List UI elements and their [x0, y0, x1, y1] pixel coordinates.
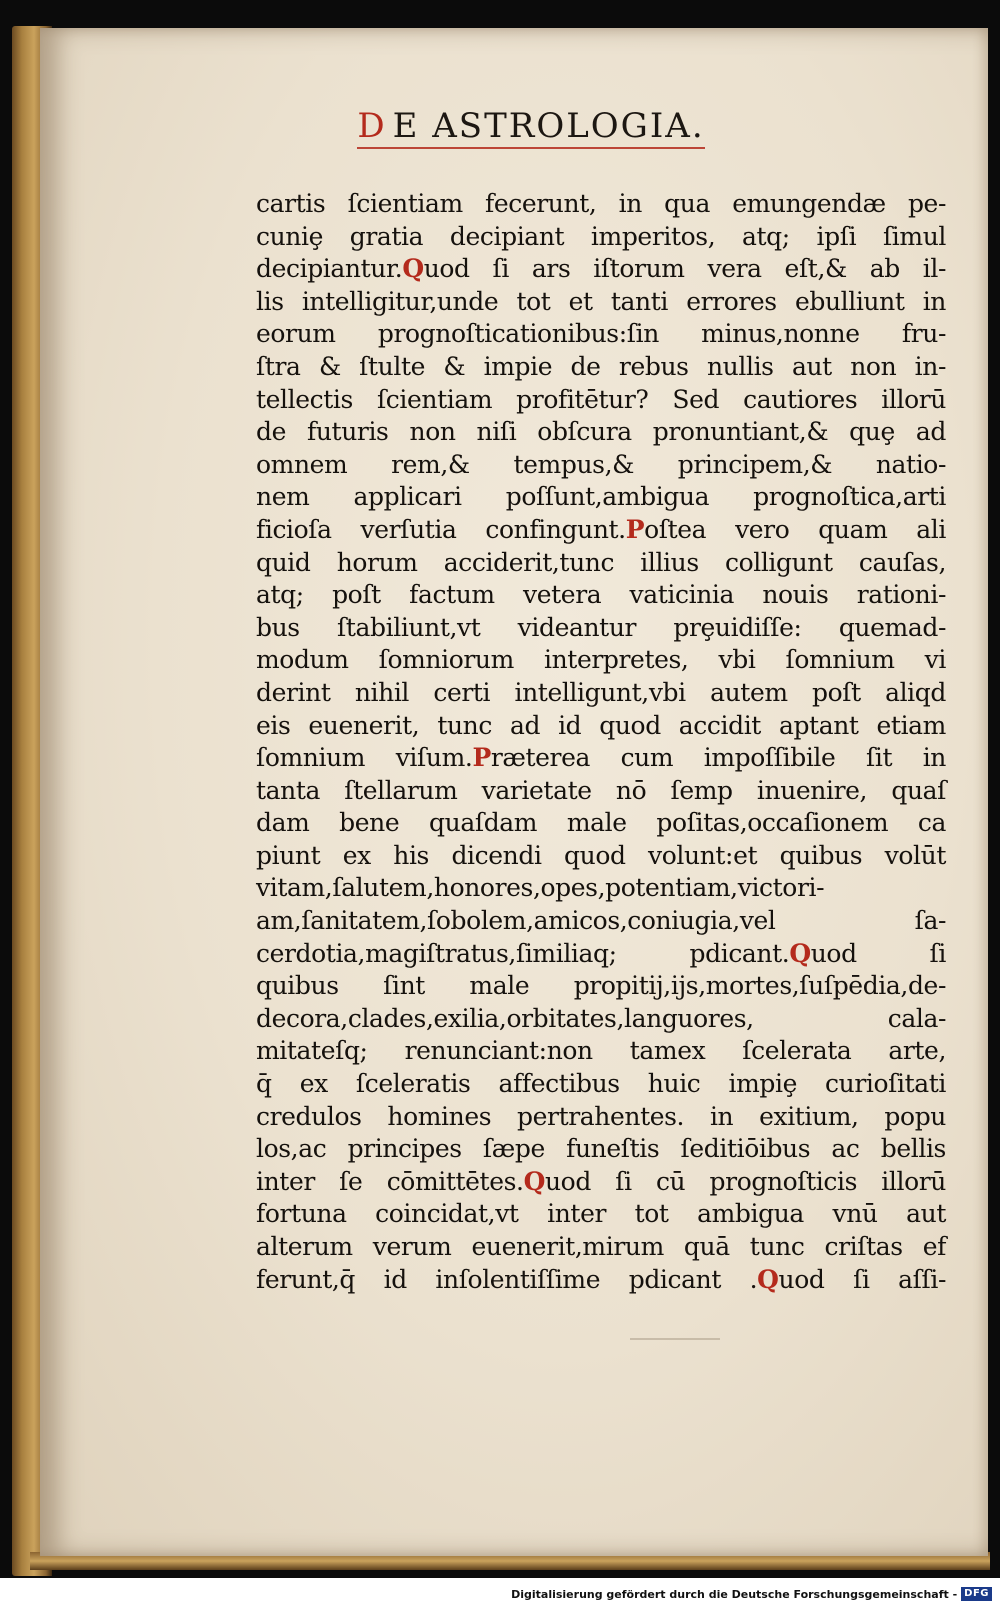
text-segment: nem applicari poſſunt,ambigua prognoſtica,arti — [256, 482, 946, 512]
text-line — [256, 612, 946, 645]
digitization-credit — [511, 1585, 992, 1603]
text-line — [256, 1101, 946, 1134]
rubricated-initial: Q — [789, 938, 811, 968]
text-segment: credulos homines pertrahentes. in exitium, popu — [256, 1101, 946, 1131]
text-line — [256, 1166, 946, 1199]
text-segment: ræterea cum impoſſibile ſit in — [490, 743, 946, 773]
text-segment: uod ſi — [810, 938, 946, 968]
text-line — [256, 807, 946, 840]
text-line — [256, 449, 946, 482]
text-segment: cuniȩ gratia decipiant imperitos, atq; ipſi ſimul — [256, 221, 946, 251]
text-segment: quibus ſint male propitij,ijs,mortes,ſuſpēdia,de- — [256, 971, 946, 1001]
text-segment: inter ſe cōmittētes. — [256, 1166, 524, 1196]
text-segment: uod ſi cū prognoſticis illorū — [544, 1166, 946, 1196]
text-segment: modum ſomniorum interpretes, vbi ſomnium vi — [256, 645, 946, 675]
rubricated-initial: P — [472, 743, 491, 773]
text-line — [256, 318, 946, 351]
text-line — [256, 710, 946, 743]
text-line — [256, 1198, 946, 1231]
text-segment: alterum verum euenerit,mirum quā tunc criſtas ef — [256, 1232, 946, 1261]
text-segment: am,ſanitatem,ſobolem,amicos,coniugia,vel ſa- — [256, 906, 946, 936]
text-line — [256, 351, 946, 384]
rubricated-initial: P — [625, 514, 645, 544]
text-line — [256, 188, 946, 221]
text-line — [256, 1133, 946, 1166]
body-text — [256, 188, 946, 1296]
text-line — [256, 579, 946, 612]
text-segment: ficioſa verſutia confingunt. — [256, 514, 626, 544]
running-head — [323, 106, 704, 146]
text-line — [256, 905, 946, 938]
text-segment: tanta ſtellarum varietate nō ſemp inuenire, quaſ — [256, 775, 946, 805]
text-segment: ſtra & ſtulte & impie de rebus nullis aut non in- — [256, 351, 946, 381]
dfg-logo: DFG — [961, 1587, 992, 1601]
text-line — [256, 416, 946, 449]
text-line — [256, 677, 946, 710]
credit-text: Digitalisierung gefördert durch die Deutsche Forschungsgemeinschaft - — [511, 1587, 958, 1601]
running-head-initial: D — [357, 106, 387, 146]
text-line — [256, 514, 946, 547]
text-segment: fortuna coincidat,vt inter tot ambigua vnū aut — [256, 1199, 946, 1229]
text-segment: oſtea vero quam ali — [644, 514, 946, 544]
running-head-text: E ASTROLOGIA. — [392, 106, 705, 146]
text-line — [256, 742, 946, 775]
text-segment: cartis ſcientiam fecerunt, in qua emungendæ pe- — [256, 189, 946, 218]
page-header — [40, 106, 988, 146]
text-line — [256, 970, 946, 1003]
text-line — [256, 840, 946, 873]
text-segment: vitam,ſalutem,honores,opes,potentiam,victori- — [256, 873, 825, 903]
text-segment: atq; poſt factum vetera vaticinia nouis rationi- — [256, 580, 946, 610]
text-line — [256, 481, 946, 514]
text-segment: uod ſi ars iſtorum vera eſt,& ab il- — [423, 254, 946, 284]
text-line — [256, 221, 946, 254]
text-segment: tellectis ſcientiam profitētur? Sed cautiores illorū — [256, 384, 946, 414]
text-line — [256, 1035, 946, 1068]
rubricated-initial: Q — [402, 254, 424, 284]
rubricated-initial: Q — [757, 1264, 779, 1294]
text-segment: cerdotia,magiſtratus,ſimiliaq; pdicant. — [256, 938, 790, 968]
text-segment: dam bene quaſdam male poſitas,occaſionem ca — [256, 808, 946, 838]
text-line — [256, 547, 946, 580]
text-line — [256, 286, 946, 319]
text-segment: piunt ex his dicendi quod volunt:et quibus volūt — [256, 840, 946, 870]
text-line — [256, 253, 946, 286]
text-segment: quid horum acciderit,tunc illius colligunt cauſas, — [256, 547, 946, 577]
text-line — [256, 384, 946, 417]
text-line — [256, 872, 946, 905]
text-segment: eis euenerit, tunc ad id quod accidit aptant etiam — [256, 710, 946, 740]
text-segment: ferunt,q̄ id inſolentiſſime pdicant . — [256, 1264, 758, 1294]
text-segment: derint nihil certi intelligunt,vbi autem poſt aliqd — [256, 677, 946, 707]
text-segment: q̄ ex ſceleratis affectibus huic impiȩ curioſitati — [256, 1069, 946, 1099]
text-segment: los,ac principes ſæpe funeſtis ſeditiōibus ac bellis — [256, 1134, 946, 1164]
text-line — [256, 775, 946, 808]
text-segment: decipiantur. — [256, 254, 403, 284]
text-line — [256, 938, 946, 971]
text-segment: bus ſtabiliunt,vt videantur prȩuidiſſe: quemad- — [256, 612, 946, 642]
text-segment: lis intelligitur,unde tot et tanti errores ebulliunt in — [256, 286, 946, 316]
book-page — [40, 28, 988, 1556]
text-segment: omnem rem,& tempus,& principem,& natio- — [256, 449, 946, 479]
text-segment: mitateſq; renunciant:non tamex ſcelerata arte, — [256, 1036, 946, 1066]
text-line — [256, 1231, 946, 1264]
text-line — [256, 644, 946, 677]
text-segment: ſomnium viſum. — [256, 743, 473, 773]
text-line — [256, 1003, 946, 1036]
text-segment: uod ſi aſſi- — [778, 1264, 946, 1294]
text-segment: decora,clades,exilia,orbitates,languores, cala- — [256, 1003, 946, 1033]
text-segment: de futuris non niſi obſcura pronuntiant,& quȩ ad — [256, 417, 946, 447]
running-head-underline — [357, 147, 704, 149]
text-line — [256, 1264, 946, 1297]
text-line — [256, 1068, 946, 1101]
text-segment: eorum prognoſticationibus:ſin minus,nonne fru- — [256, 319, 946, 349]
page-smudge — [630, 1338, 720, 1340]
rubricated-initial: Q — [523, 1166, 545, 1196]
